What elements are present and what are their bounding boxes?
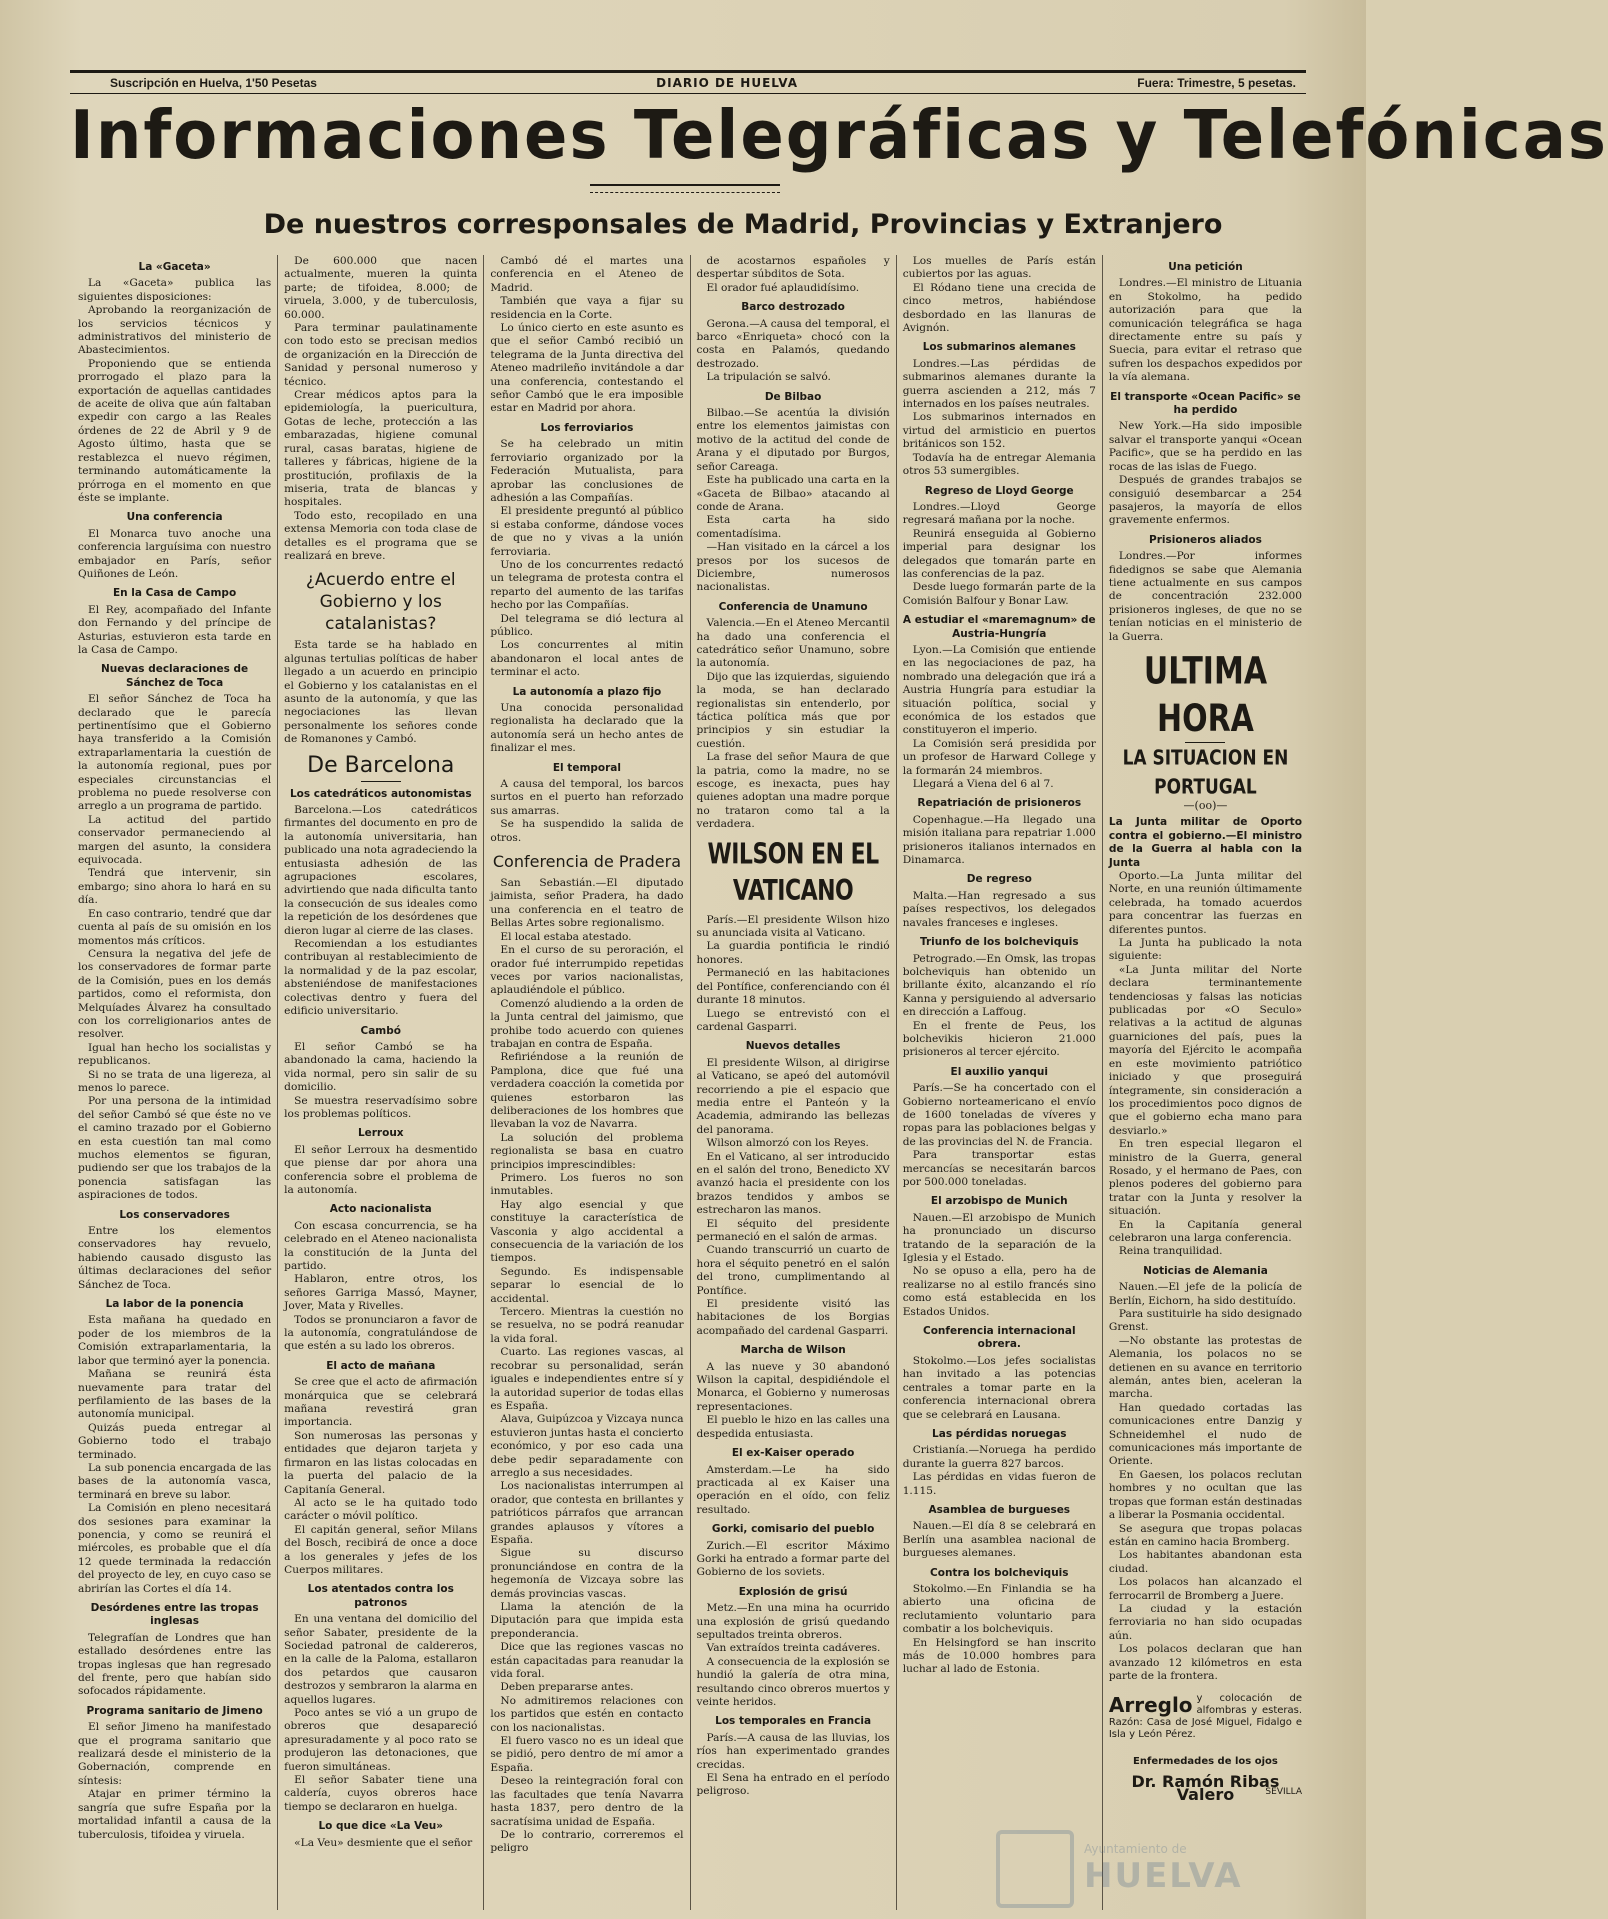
paragraph: A consecuencia de la explosión se hundió la galería de otra mina, resultando cinco obreros muertos y veinte heridos. [696,1655,890,1708]
headline: Los atentados contra los patronos [307,1583,454,1609]
paragraph: El señor Sabater tiene una caldería, cuyos obreros hace tiempo se declararon en huelga. [284,1774,478,1813]
paragraph: La solución del problema regionalista se basa en cuatro principios imprescindibles: [490,1131,684,1171]
paragraph: Todo esto, recopilado en una extensa Memoria con toda clase de detalles es el programa que se realizará en breve. [284,509,478,562]
headline: Los catedráticos autonomistas [289,787,472,800]
headline: La autonomía a plazo fijo [512,685,662,698]
headline: En la Casa de Campo [112,587,237,600]
paragraph: Esta mañana ha quedado en poder de los miembros de la Comisión extraparlamentaria, la labor que terminó ayer la ponencia. [78,1314,272,1367]
paragraph: Metz.—En una mina ha ocurrido una explosión de grisú quedando sepultados treinta obreros. [696,1602,890,1641]
headline: Triunfo de los bolcheviquis [919,936,1079,949]
headline: Una conferencia [126,511,223,524]
headline: Noticias de Alemania [1143,1264,1268,1277]
paragraph: La «Gaceta» publica las siguientes disposiciones: [78,277,272,303]
paragraph: No se opuso a ella, pero ha de realizarse no al estilo francés sino como está establecida en los Estados Unidos. [902,1265,1096,1318]
headline: El acto de mañana [326,1359,436,1372]
paragraph: Con escasa concurrencia, se ha celebrado en el Ateneo nacionalista la constitución de la Junta del partido. [284,1219,478,1272]
paragraph: Cuarto. Las regiones vascas, al recobrar su personalidad, serán iguales e independientes entre sí y la autoridad superior de todas ellas es España. [490,1346,684,1412]
paragraph: Dice que las regiones vascas no están capacitadas para reanudar la vida foral. [490,1641,684,1681]
column-2 [278,255,484,1910]
paragraph: La guardia pontificia le rindió honores. [696,940,890,966]
subscription-outside: Fuera: Trimestre, 5 pesetas. [1137,76,1296,90]
paragraph: El señor Jimeno ha manifestado que el programa sanitario que realizará desde el ministerio de la Gobernación, comprende en síntesis: [78,1721,272,1787]
paragraph: Aprobando la reorganización de los servicios técnicos y administrativos del ministerio de Abastecimientos. [78,304,272,357]
paragraph: De 600.000 que nacen actualmente, mueren la quinta parte; de tifoidea, 8.000; de viruela, 3.000, y de tuberculosis, 60.000. [284,255,478,321]
paragraph: Gerona.—A causa del temporal, el barco «Enriqueta» chocó con la costa en Palamós, quedando destrozado. [696,317,890,370]
paragraph: Lyon.—La Comisión que entiende en las negociaciones de paz, ha nombrado una delegación que irá a Austria Hungría para estudiar la situación política, social y económica de los estados que constituyeron el imperio. [902,643,1096,737]
headline: Cambó [360,1024,401,1037]
ad-title: Arreglo [1108,1693,1193,1718]
headline: Lerroux [357,1127,404,1140]
paragraph: Proponiendo que se entienda prorrogado el plazo para la exportación de aquellas cantidades de aceite de oliva que aún faltaban expedir con cargo a las Reales órdenes de 22 de Abril y 9 de Agosto último, hasta que se restablezca el nuevo régimen, terminando automáticamente la prórroga en el momento en que éste se implante. [78,357,272,504]
paragraph: Para terminar paulatinamente con todo esto se precisan medios de organización en la Dirección de Sanidad y personal numeroso y técnico. [284,322,478,388]
column-1 [72,255,278,1910]
headline: De Bilbao [764,390,822,403]
paragraph: Deben prepararse antes. [500,1681,634,1694]
ornament-rule [590,184,780,193]
column-5 [897,255,1103,1910]
paragraph: Deseo la reintegración foral con las facultades que tenía Navarra hasta 1837, pero dentro de la sacratísima unidad de España. [490,1775,684,1828]
paragraph: Comenzó aludiendo a la orden de la Junta central del jaimismo, que prohibe todo acuerdo con quienes trabajan en contra de España. [490,997,684,1050]
paragraph: Valencia.—En el Ateneo Mercantil ha dado una conferencia el catedrático señor Unamuno, sobre la autonomía. [696,617,890,670]
paragraph: Recomiendan a los estudiantes contribuyan al restablecimiento de la normalidad y de la paz escolar, absteniéndose de manifestaciones colectivas dentro y fuera del edificio universitario. [284,938,478,1018]
paragraph: El presidente preguntó al público si estaba conforme, dándose voces de que no y vivas a la unión ferroviaria. [490,505,684,558]
paragraph: Cristianía.—Noruega ha perdido durante la guerra 827 barcos. [902,1444,1096,1470]
paragraph: Permaneció en las habitaciones del Pontífice, conferenciando con él durante 18 minutos. [696,967,890,1007]
paragraph: Mañana se reunirá ésta nuevamente para tratar del perfilamiento de las bases de la autonomía municipal. [78,1368,272,1421]
paragraph: Bilbao.—Se acentúa la división entre los elementos jaimistas con motivo de la actitud del conde de Arana y el diputado por Burgos, señor Careaga. [696,407,890,473]
headline: Repatriación de prisioneros [917,797,1082,810]
paragraph: San Sebastián.—El diputado jaimista, señor Pradera, ha dado una conferencia en el teatro de Bellas Artes sobre regionalismo. [490,877,684,930]
paragraph: Reunirá enseguida al Gobierno imperial para designar los delegados que tomarán parte en las conferencias de la paz. [902,527,1096,580]
headline: El arzobispo de Munich [930,1195,1068,1208]
paragraph: Para transportar estas mercancías se necesitarán barcos por 500.000 toneladas. [902,1149,1096,1188]
paragraph: Nauen.—El jefe de la policía de Berlín, Eichorn, ha sido destituído. [1108,1281,1303,1307]
paragraph: El fuero vasco no es un ideal que se pidió, pero dentro de mí amor a España. [490,1735,684,1774]
paragraph: Una conocida personalidad regionalista ha declarado que la autonomía será un hecho antes de finalizar el mes. [490,702,684,755]
paragraph: Son numerosas las personas y entidades que dejaron tarjeta y firmaron en las listas colocadas en la puerta del palacio de la Capitanía General. [284,1429,478,1496]
headline: Los conservadores [119,1208,230,1221]
paragraph: Después de grandes trabajos se consiguió desembarcar a 254 pasajeros, la mayoría de ellos gravemente enfermos. [1108,474,1303,527]
paragraph: Stokolmo.—Los jefes socialistas han invitado a las potencias centrales a tomar parte en la conferencia internacional obrera que se celebrará en Lausana. [902,1354,1096,1421]
watermark-text [1084,1842,1243,1896]
paragraph: Londres.—Por informes fidedignos se sabe que Alemania tiene actualmente en sus campos de concentración 232.000 prisioneros ingleses, de que no se tenían noticias en el ministerio de la Guerra. [1108,550,1303,643]
headline: El temporal [552,761,621,774]
ad-city: SEVILLA [1265,1786,1303,1797]
paragraph: En caso contrario, tendré que dar cuenta al país de su omisión en los momentos más críticos. [78,907,272,947]
column-4 [691,255,897,1910]
paragraph: Igual han hecho los socialistas y republicanos. [78,1041,272,1068]
watermark-line2: HUELVA [1084,1856,1243,1896]
paragraph: En el Vaticano, al ser introducido en el salón del trono, Benedicto XV avanzó hacia el presidente con los brazos tendidos y ambos se estrecharon las manos. [696,1150,890,1217]
paragraph: Barcelona.—Los catedráticos firmantes del documento en pro de la autonomía universitaria, han publicado una nota agradeciendo la entusiasta adhesión de las agrupaciones escolares, advirtiendo que nada dificulta tanto la consecución de sus ideales como la repetición de los desórdenes que dieron lugar al cierre de las clases. [284,804,478,937]
paragraph: En Gaesen, los polacos reclutan hombres y no ocultan que las tropas que forman están destinadas a liberar la Posmania occidental. [1108,1468,1303,1522]
headline: Contra los bolcheviquis [930,1566,1069,1579]
paragraph: Cambó dé el martes una conferencia en el Ateneo de Madrid. [490,255,684,294]
paragraph: Poco antes se vió a un grupo de obreros que desapareció apresuradamente y al poco rato se produjeron las detonaciones, que fueron simultáneas. [284,1707,478,1773]
masthead-title: Informaciones Telegráficas y Telefónicas [70,97,1608,175]
paragraph: Atajar en primer término la sangría que sufre España por la mortalidad infantil a causa de la tuberculosis, tifoidea y viruela. [78,1788,272,1841]
ad-eyes: Enfermedades de los ojos [1133,1756,1278,1768]
headline: Una petición [1168,261,1243,273]
paragraph: Han quedado cortadas las comunicaciones entre Danzig y Schneidemhel el nudo de comunicaciones más importante de Oriente. [1108,1401,1303,1468]
paragraph: Quizás pueda entregar al Gobierno todo el trabajo terminado. [78,1421,272,1461]
headline: Gorki, comisario del pueblo [711,1523,875,1536]
paragraph: La Comisión será presidida por un profesor de Harward College y la formarán 24 miembros. [902,737,1096,777]
paragraph: Se asegura que tropas polacas están en camino hacia Bromberg. [1108,1522,1303,1548]
headline: Explosión de grisú [738,1585,848,1598]
paragraph: París.—Se ha concertado con el Gobierno norteamericano el envío de 1600 toneladas de víveres y ropas para las poblaciones belgas y de las provincias del N. de Francia. [902,1082,1096,1148]
paragraph: En el frente de Peus, los bolchevikis hicieron 21.000 prisioneros al tercer ejército. [902,1019,1096,1059]
paragraph: —Han visitado en la cárcel a los presos por los sucesos de Diciembre, numerosos nacionalistas. [696,541,890,594]
paragraph: Londres.—Las pérdidas de submarinos alemanes durante la guerra ascienden a 212, más 7 internados en los países neutrales. [902,357,1096,411]
paragraph: Llama la atención de la Diputación para que impida esta preponderancia. [490,1601,684,1640]
paragraph: En la Capitanía general celebraron una larga conferencia. [1108,1218,1303,1244]
paragraph: Nauen.—El arzobispo de Munich ha pronunciado un discurso tratando de la separación de la Iglesia y el Estado. [902,1211,1096,1265]
paragraph: Para sustituirle ha sido designado Grenst. [1108,1308,1303,1334]
paragraph: Reina tranquilidad. [1118,1245,1223,1258]
paragraph: Amsterdam.—Le ha sido practicada al ex Kaiser una operación en el oído, con feliz resultado. [696,1463,890,1516]
paragraph: Londres.—El ministro de Lituania en Stokolmo, ha pedido autorización para que la comunicación telegráfica se haga directamente entre su país y Suecia, para evitar el retraso que sufren los despachos expedidos por la vía alemana. [1108,277,1303,384]
paragraph: New York.—Ha sido imposible salvar el transporte yanqui «Ocean Pacific», que se ha perdido en las rocas de las islas de Fuego. [1108,420,1303,473]
paragraph: A causa del temporal, los barcos surtos en el puerto han reforzado sus amarras. [490,778,684,817]
headline: Conferencia de Unamuno [718,600,868,613]
paragraph: —No obstante las protestas de Alemania, los polacos no se detienen en su avance en territorio alemán, antes bien, aceleran la marcha. [1108,1334,1303,1401]
paragraph: de acostarnos españoles y despertar súbditos de Sota. [696,255,890,281]
paragraph: El Ródano tiene una crecida de cinco metros, habiéndose desbordado en las llanuras de Avignón. [902,281,1096,335]
paragraph: De lo contrario, correremos el peligro [490,1828,684,1855]
headline: El transporte «Ocean Pacific» se ha perdido [1110,390,1301,417]
paragraph: Los polacos declaran que han avanzado 12 kilómetros en esta parte de la frontera. [1108,1643,1303,1682]
advertisement-doctor [1109,1755,1303,1805]
paragraph: Los concurrentes al mitin abandonaron el local antes de terminar el acto. [490,639,684,679]
paragraph: Los muelles de París están cubiertos por las aguas. [902,255,1096,281]
paragraph: La tripulación se salvó. [706,371,831,384]
paragraph: El señor Sánchez de Toca ha declarado que le parecía pertinentísimo que el Gobierno haya transferido a la Comisión extraparlamentaria la cuestión de la autonomía regional, pues por especiales circunstancias el problema no puede resolverse con arreglo a un programa de partido. [78,693,272,813]
paragraph: El Sena ha entrado en el período peligroso. [696,1772,890,1798]
paragraph: El señor Lerroux ha desmentido que piense dar por ahora una conferencia sobre el problema de la autonomía. [284,1143,478,1196]
headline-barcelona: De Barcelona [307,752,455,778]
section-subtitle: De nuestros corresponsales de Madrid, Provincias y Extranjero [263,209,1223,240]
paragraph: Desde luego formarán parte de la Comisión Balfour y Bonar Law. [902,581,1096,607]
paragraph: Los habitantes abandonan esta ciudad. [1108,1549,1303,1575]
paragraph: Luego se entrevistó con el cardenal Gasparri. [696,1007,890,1033]
paragraph: La Comisión en pleno necesitará dos sesiones para examinar la ponencia, y como se reunirá el miércoles, es probable que el día 12 quede terminada la redacción del proyecto de ley, en cuyo caso se abrirían las Cortes el día 14. [78,1502,272,1595]
lead-paragraph: La Junta militar de Oporto contra el gobierno.—El ministro de la Guerra al habla con la Junta [1108,816,1303,869]
paragraph: Este ha publicado una carta en la «Gaceta de Bilbao» atacando al conde de Arana. [696,474,890,513]
ornament-rule-small: —(oo)— [1183,798,1228,812]
paragraph: Por una persona de la intimidad del señor Cambó sé que éste no ve el camino trazado por el Gobierno en esta cuestión tan mal como muchos elementos se figuran, pudiendo ser que los trabajos de la ponencia satisfagan las aspiraciones de todos. [78,1095,272,1202]
paragraph: Van extraídos treinta cadáveres. [706,1642,881,1655]
paragraph: La ciudad y la estación ferroviaria no han sido ocupadas aún. [1108,1602,1303,1642]
headline: A estudiar el «maremagnum» de Austria-Hungría [902,614,1096,640]
headline: Lo que dice «La Veu» [318,1820,444,1833]
columns [72,255,1308,1910]
paragraph: El orador fué aplaudidísimo. [706,281,860,294]
paragraph: Se ha suspendido la salida de otros. [490,818,684,844]
headline-portugal: LA SITUACION EN PORTUGAL [1122,746,1289,800]
paragraph: El séquito del presidente permaneció en el salón de armas. [696,1217,890,1243]
paragraph: Wilson almorzó con los Reyes. [706,1137,869,1150]
paragraph: Londres.—Lloyd George regresará mañana por la noche. [902,500,1096,527]
paragraph: Zurich.—El escritor Máximo Gorki ha entrado a formar parte del Gobierno de los soviets. [696,1539,890,1579]
headline-ultima-hora: ULTIMA HORA [1143,649,1268,741]
paragraph: París.—El presidente Wilson hizo su anunciada visita al Vaticano. [696,913,890,940]
paragraph: La sub ponencia encargada de las bases de la autonomía vasca, terminará en breve su labor. [78,1461,272,1501]
paragraph: «La Junta militar del Norte declara terminantemente tendenciosas y falsas las noticias publicadas por «O Seculo» relativas a la actitud de algunas guarniciones del país, pues la mayoría del Ejército le acompaña en este movimiento patriótico iniciado y que proseguirá íntegramente, sin consideración a los procedimientos poco dignos de que el gobierno echa mano para desviarlo.» [1108,963,1303,1137]
paragraph: Todavía ha de entregar Alemania otros 53 sumergibles. [902,451,1096,478]
headline: Los submarinos alemanes [922,341,1076,354]
paragraph: Las pérdidas en vidas fueron de 1.115. [902,1471,1096,1497]
ad-text: y colocación de alfombras y esteras. Razón: Casa de José Miguel, Fidalgo e Isla y León Pérez. [1108,1693,1303,1741]
headline: Regreso de Lloyd George [924,484,1074,497]
paragraph: Nauen.—El día 8 se celebrará en Berlín una asamblea nacional de burgueses alemanes. [902,1520,1096,1560]
column-6 [1103,255,1308,1910]
paragraph: En tren especial llegaron el ministro de la Guerra, general Rosado, y el hermano de Paes, con plenos poderes del gobierno para tratar con la Junta y resolver la situación. [1108,1138,1303,1218]
newspaper-name: DIARIO DE HUELVA [656,76,799,90]
paragraph: Uno de los concurrentes redactó un telegrama de protesta contra el reparto del aumento de las tarifas hecho por las Compañías. [490,558,684,612]
paragraph: Llegará a Viena del 6 al 7. [912,778,1054,791]
paragraph: La Junta ha publicado la nota siguiente: [1108,937,1303,963]
paragraph: Al acto se le ha quitado todo carácter o móvil político. [284,1496,478,1523]
paragraph: También que vaya a fijar su residencia en la Corte. [490,295,684,321]
paragraph: Los polacos han alcanzado el ferrocarril de Bromberg a Juere. [1108,1576,1303,1602]
paragraph: A las nueve y 30 abandonó Wilson la capital, despidiéndole el Monarca, el Gobierno y numerosas representaciones. [696,1360,890,1413]
paragraph: La frase del señor Maura de que la patria, como la madre, no se escoge, es inexacta, pues hay quienes adoptan una madre porque no trataron como tal a la verdadera. [696,751,890,831]
paragraph: Tendrá que intervenir, sin embargo; sino ahora lo hará en su día. [78,867,272,907]
paragraph: El presidente visitó las habitaciones de los Borgias acompañado del cardenal Gasparri. [696,1298,890,1337]
paragraph: Segundo. Es indispensable separar lo esencial de lo accidental. [490,1265,684,1305]
paragraph: Oporto.—La Junta militar del Norte, en una reunión últimamente celebrada, ha tomado acuerdos para concentrar las fuerzas en diferentes puntos. [1108,870,1303,936]
paragraph: Entre los elementos conservadores hay revuelo, habiendo causado disgusto las últimas declaraciones del señor Sánchez de Toca. [78,1225,272,1291]
paragraph: El capitán general, señor Milans del Bosch, recibirá de once a doce a los generales y jefes de los Cuerpos militares. [284,1523,478,1576]
header-row [110,73,1296,93]
headline: Acto nacionalista [329,1203,432,1216]
paragraph: Los submarinos internados en virtud del armisticio en puertos británicos son 152. [902,411,1096,451]
headline: Nuevos detalles [745,1040,841,1053]
archive-watermark [996,1829,1286,1909]
headline-large: ¿Acuerdo entre el Gobierno y los catalanistas? [305,570,456,635]
paragraph: Hay algo esencial y que constituye la característica de Vasconia y algo accidental a consecuencia de la variación de los tiempos. [490,1198,684,1265]
paragraph: Sigue su discurso pronunciándose en contra de la hegemonía de Vizcaya sobre las demás provincias vascas. [490,1547,684,1600]
paragraph: Malta.—Han regresado a sus países respectivos, los delegados navales franceses e ingleses. [902,889,1096,929]
paragraph: Primero. Los fueros no son inmutables. [490,1172,684,1198]
paragraph: No admitiremos relaciones con los partidos que estén en contacto con los nacionalistas. [490,1694,684,1734]
headline: El auxilio yanqui [950,1065,1048,1078]
headline-wilson: WILSON EN EL VATICANO [707,838,879,908]
paragraph: Los nacionalistas interrumpen al orador, que contesta en brillantes y patrióticos párrafos que arrancan grandes aplausos y vítores a España. [490,1480,684,1546]
paragraph: «La Veu» desmiente que el señor [294,1836,473,1849]
headline: De regreso [966,873,1032,886]
watermark-line1: Ayuntamiento de [1084,1842,1187,1856]
ad-doctor-name: Dr. Ramón Ribas Valero [1131,1771,1280,1805]
paragraph: En Helsingford se han inscrito más de 10.000 hombres para luchar al lado de Estonia. [902,1636,1096,1676]
headline: Conferencia internacional obrera. [922,1325,1076,1351]
column-3 [484,255,690,1910]
paragraph: Telegrafían de Londres que han estallado desórdenes entre las tropas inglesas que han regresado del frente, pero que habían sido sofocados rápidamente. [78,1631,272,1698]
paragraph: En el curso de su peroración, el orador fué interrumpido repetidas veces por varios nacionalistas, aplaudiéndole el público. [490,944,684,997]
paragraph: En una ventana del domicilio del señor Sabater, presidente de la Sociedad patronal de caldereros, en la calle de la Paloma, estallaron dos petardos que causaron destrozos y sembraron la alarma en aquellos lugares. [284,1613,478,1706]
paragraph: El Rey, acompañado del Infante don Fernando y del príncipe de Asturias, estuvieron esta tarde en la Casa de Campo. [78,603,272,656]
headline: Las pérdidas noruegas [932,1427,1067,1440]
paragraph: Dijo que las izquierdas, siguiendo la moda, se han declarado regionalistas sin entenderlo, por táctica política más que por principios y sin estudiar la cuestión. [696,670,890,750]
headline: Los temporales en Francia [715,1715,872,1728]
paragraph: Cuando transcurrió un cuarto de hora el séquito penetró en el salón del trono, cumplimentando al Pontífice. [696,1244,890,1297]
subscription-local: Suscripción en Huelva, 1'50 Pesetas [110,76,317,90]
short-rule [361,781,401,782]
paragraph: Se muestra reservadísimo sobre los problemas políticos. [284,1094,478,1120]
headline: Prisioneros aliados [1149,533,1262,546]
paragraph: El pueblo le hizo en las calles una despedida entusiasta. [696,1414,890,1440]
paragraph: La actitud del partido conservador permaneciendo al margen del asunto, la considera equivocada. [78,813,272,867]
headline: Nuevas declaraciones de Sánchez de Toca [100,663,249,689]
seal-icon [996,1830,1074,1908]
paragraph: Hablaron, entre otros, los señores Garriga Massó, Mayner, Jover, Mata y Rivelles. [284,1273,478,1313]
paragraph: Lo único cierto en este asunto es que el señor Cambó recibió un telegrama de la Junta directiva del Ateneo madrileño invitándole a dar una conferencia, contestando el señor Cambó que le era imposible estar en Madrid por ahora. [490,322,684,415]
advertisement-arreglo [1109,1693,1302,1741]
paragraph: El Monarca tuvo anoche una conferencia larguísima con nuestro embajador en París, señor Quiñones de León. [78,527,272,580]
headline: Desórdenes entre las tropas inglesas [90,1602,259,1628]
paragraph: Del telegrama se dió lectura al público. [490,612,684,638]
paragraph: Refiriéndose a la reunión de Pamplona, dice que fué una verdadera coacción la cometida por quienes estorbaron las deliberaciones de los hombres que llevaban la voz de Navarra. [490,1051,684,1131]
headline: La labor de la ponencia [105,1298,244,1311]
paragraph: Se cree que el acto de afirmación monárquica que se celebrará mañana revestirá gran importancia. [284,1376,478,1429]
paragraph: Esta carta ha sido comentadísima. [696,514,890,540]
paragraph: El local estaba atestado. [500,930,632,943]
paragraph: Petrogrado.—En Omsk, las tropas bolcheviquis han obtenido un brillante éxito, alcanzando el río Kanna y persiguiendo al adversario en dirección a Laffoug. [902,952,1096,1019]
headline: Barco destrozado [741,301,845,314]
headline: Asamblea de burgueses [928,1503,1071,1516]
headline: La «Gaceta» [138,261,211,273]
paragraph: El señor Cambó se ha abandonado la cama, haciendo la vida normal, pero sin salir de su domicilio. [284,1040,478,1094]
paragraph: Crear médicos aptos para la epidemiología, la puericultura, Gotas de leche, protección a las embarazadas, higiene comunal rural, casas baratas, higiene de talleres y fábricas, higiene de la prostitución, profilaxis de la miseria, trata de blancas y hospitales. [284,389,478,509]
paragraph: Tercero. Mientras la cuestión no se resuelva, no se podrá reanudar la vida foral. [490,1306,684,1345]
headline-large: Conferencia de Pradera [492,852,681,872]
paragraph: Todos se pronunciaron a favor de la autonomía, congratulándose de que estén a su lado los obreros. [284,1313,478,1353]
paragraph: Stokolmo.—En Finlandia se ha abierto una oficina de reclutamiento voluntario para combatir a los bolcheviquis. [902,1582,1096,1636]
headline: Los ferroviarios [540,421,634,434]
paragraph: París.—A causa de las lluvias, los ríos han experimentado grandes crecidas. [696,1731,890,1771]
headline: El ex-Kaiser operado [731,1447,855,1460]
paragraph: El presidente Wilson, al dirigirse al Vaticano, se apeó del automóvil recorriendo a pie el espacio que media entre el Panteón y la Academia, admirando las bellezas del panorama. [696,1056,890,1136]
paragraph: Copenhague.—Ha llegado una misión italiana para repatriar 1.000 prisioneros italianos internados en Dinamarca. [902,813,1096,867]
paragraph: Censura la negativa del jefe de los conservadores de formar parte de la Comisión, pues en los demás partidos, como el reformista, don Melquíades Álvarez ha consultado con los correligionarios antes de resolver. [78,947,272,1041]
paragraph: Esta tarde se ha hablado en algunas tertulias políticas de haber llegado a un acuerdo en principio el Gobierno y los catalanistas en el asunto de la autonomía, y que las negociaciones las llevan personalmente los señores conde de Romanones y Cambó. [284,639,478,746]
headline: Programa sanitario de Jimeno [86,1704,263,1717]
paragraph: Se ha celebrado un mitin ferroviario organizado por la Federación Mutualista, para aprobar las conclusiones de adhesión a las Compañías. [490,438,684,504]
headline: Marcha de Wilson [740,1344,846,1357]
paragraph: Si no se trata de una ligereza, al menos lo parece. [78,1068,272,1094]
paragraph: Alava, Guipúzcoa y Vizcaya nunca estuvieron juntas hasta el concierto económico, y por eso cada una debe pedir separadamente con arreglo a sus necesidades. [490,1413,684,1479]
